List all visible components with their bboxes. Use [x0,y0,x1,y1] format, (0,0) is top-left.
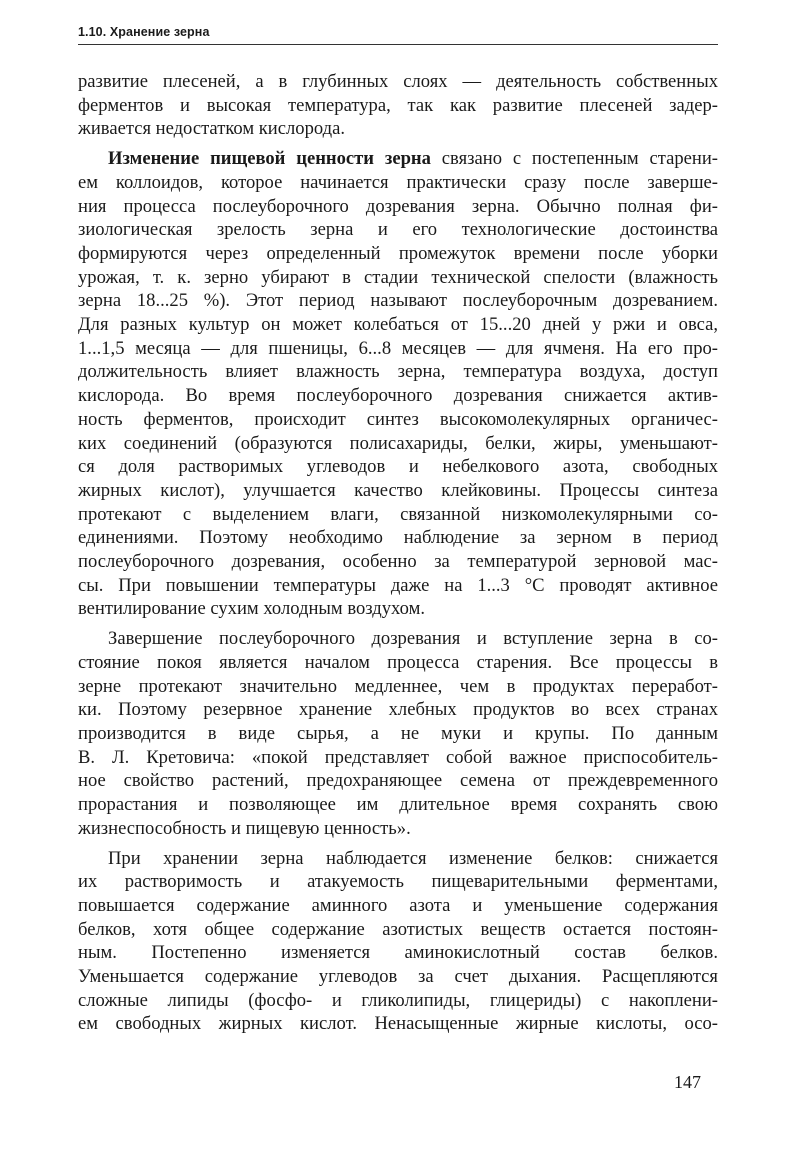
text-line: стояние покоя является началом процесса старения. Все процессы в [78,651,718,673]
text-line: белков, хотя общее содержание азотистых веществ остается постоян- [78,918,718,940]
text-line: должительность влияет влажность зерна, температура воздуха, доступ [78,361,718,383]
page-number: 147 [674,1072,701,1092]
text-line: Завершение послеуборочного дозревания и вступление зерна в со- [108,628,718,650]
text-line: ным. Постепенно изменяется аминокислотный состав белков. [78,942,718,964]
text-line: зерне протекают значительно медленнее, чем в продуктах переработ- [78,675,718,697]
text-line: 1...1,5 месяца — для пшеницы, 6...8 месяцев — для ячменя. На его про- [78,337,718,359]
body-text [78,70,718,1036]
text-line: послеуборочного дозревания, особенно за температурой зерновой мас- [78,551,718,573]
text-line: ность ферментов, происходит синтез высокомолекулярных органичес- [78,408,718,430]
text-line: ферментов и высокая температура, так как развитие плесеней задер- [78,94,718,116]
header-rule [78,44,718,45]
text-line: При хранении зерна наблюдается изменение белков: снижается [108,847,718,869]
paragraph-3 [78,627,718,840]
text-line: сы. При повышении температуры даже на 1...3 °С проводят активное [78,574,718,596]
text-line: В. Л. Кретовича: «покой представляет собой важное приспособитель- [78,746,718,768]
text-line: зерна 18...25 %). Этот период называют послеуборочным дозреванием. [78,290,718,312]
text-line: протекают с выделением влаги, связанной низкомолекулярными со- [78,503,718,525]
paragraph-4 [78,847,718,1037]
text-line: ния процесса послеуборочного дозревания зерна. Обычно полная фи- [78,195,718,217]
text-line: зиологическая зрелость зерна и его технологические достоинства [78,219,718,241]
text-line [78,147,718,171]
paragraph-2 [78,147,718,621]
bold-term: Изменение пищевой ценности зерна [108,148,431,170]
text-line: вентилирование сухим холодным воздухом. [78,598,425,620]
text-line: прорастания и позволяющее им длительное время сохранять свою [78,794,718,816]
text-line: жизнеспособность и пищевую ценность». [78,817,411,839]
text-line: кислорода. Во время послеуборочного дозревания снижается актив- [78,385,718,407]
text-run: связано с постепенным старени- [430,148,718,170]
text-line: единениями. Поэтому необходимо наблюдение за зерном в период [78,527,718,549]
text-line: Уменьшается содержание углеводов за счет дыхания. Расщепляются [78,966,718,988]
page [78,22,718,1036]
text-line: ем свободных жирных кислот. Ненасыщенные жирные кислоты, осо- [78,1013,718,1035]
text-line: развитие плесеней, а в глубинных слоях — деятельность собственных [78,71,718,92]
text-line: формируются через определенный промежуток времени после уборки [78,242,718,264]
text-line: повышается содержание аминного азота и уменьшение содержания [78,894,718,916]
text-line: жирных кислот), улучшается качество клейковины. Процессы синтеза [78,479,718,501]
text-line: ких соединений (образуются полисахариды, белки, жиры, уменьшают- [78,432,718,454]
paragraph-1 [78,70,718,141]
text-line: ем коллоидов, которое начинается практически сразу после заверше- [78,171,718,193]
text-line: ся доля растворимых углеводов и небелкового азота, свободных [78,456,718,478]
text-line: производится в виде сырья, а не муки и крупы. По данным [78,722,718,744]
text-line: ки. Поэтому резервное хранение хлебных продуктов во всех странах [78,699,718,721]
running-head: 1.10. Хранение зерна [78,25,210,39]
text-line: ное свойство растений, предохраняющее семена от преждевременного [78,770,718,792]
text-line: сложные липиды (фосфо- и гликолипиды, глицериды) с накоплени- [78,989,718,1011]
text-line: их растворимость и атакуемость пищеварительными ферментами, [78,871,718,893]
text-line: урожая, т. к. зерно убирают в стадии технической спелости (влажность [78,266,718,288]
text-line: живается недостатком кислорода. [78,118,346,140]
text-line: Для разных культур он может колебаться от 15...20 дней у ржи и овса, [78,314,718,336]
